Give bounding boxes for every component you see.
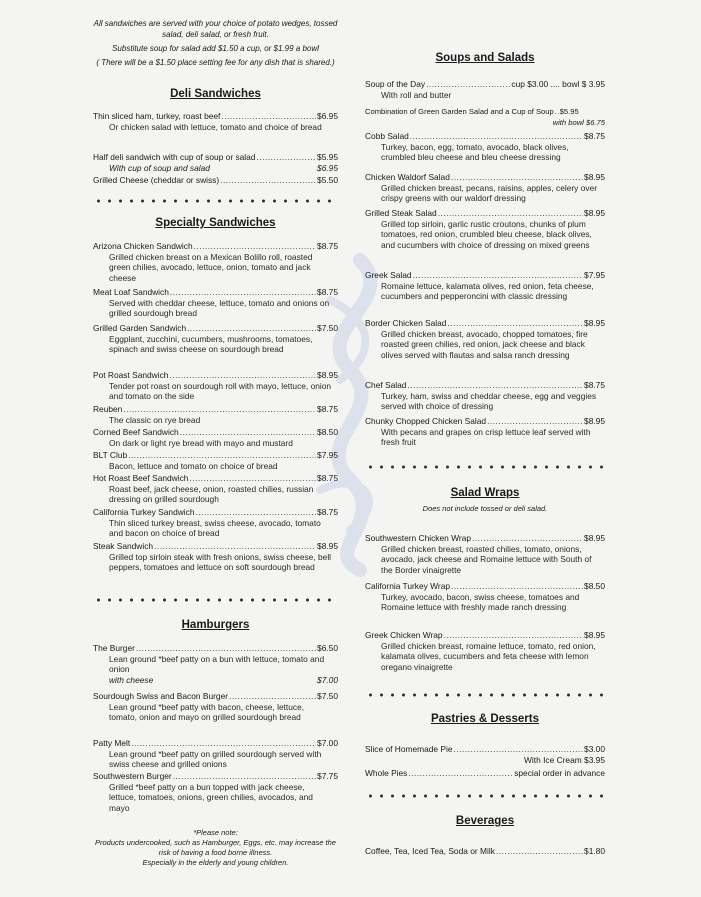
item-price: $8.95	[317, 370, 338, 380]
divider	[365, 693, 605, 697]
item-price: $5.50	[317, 175, 338, 185]
menu-item	[365, 744, 605, 765]
menu-item	[93, 450, 338, 471]
item-sub-label	[365, 755, 524, 766]
item-price: $3.00	[584, 744, 605, 754]
item-name: Southwestern Chicken Wrap	[365, 533, 471, 543]
item-desc: Eggplant, zucchini, cucumbers, mushrooms, tomatoes, spinach and swiss cheese on sourdough bread	[109, 333, 313, 354]
item-price: $1.80	[584, 846, 605, 856]
item-price: $5.95	[559, 107, 579, 116]
item-desc: Grilled chicken breast, romaine lettuce, tomato, red onion, kalamata olives, cucumbers and feta cheese with lemon oregano vinaigrette	[381, 640, 596, 672]
item-price: $8.75	[584, 131, 605, 141]
item-name: Coffee, Tea, Iced Tea, Soda or Milk	[365, 846, 495, 856]
menu-item	[93, 643, 338, 685]
item-price: $8.50	[584, 581, 605, 591]
item-price: $8.95	[584, 318, 605, 328]
item-name: Grilled Garden Sandwich	[93, 323, 187, 333]
item-name: Sourdough Swiss and Bacon Burger	[93, 691, 229, 701]
divider	[365, 465, 605, 469]
food-safety-note	[93, 828, 338, 868]
item-price: $8.95	[584, 172, 605, 182]
item-price: special order in advance	[514, 768, 605, 778]
item-price: $6.95	[317, 111, 338, 121]
item-name: Pot Roast Sandwich	[93, 370, 169, 380]
item-price: $8.95	[584, 630, 605, 640]
menu-item	[365, 630, 605, 672]
item-price: $7.50	[317, 691, 338, 701]
item-desc: With roll and butter	[381, 89, 452, 100]
menu-item	[365, 270, 605, 302]
item-price: cup $3.00 .... bowl $ 3.95	[511, 79, 605, 89]
item-name: Border Chicken Salad	[365, 318, 447, 328]
item-price: $8.50	[317, 427, 338, 437]
item-desc: The classic on rye bread	[109, 414, 201, 425]
menu-item	[365, 380, 605, 412]
menu-item	[93, 323, 338, 355]
item-price: $8.75	[317, 473, 338, 483]
item-sub-label	[365, 118, 553, 129]
item-desc: Romaine lettuce, kalamata olives, red onion, feta cheese, cucumbers and pepperoncini with classic dressing	[381, 280, 594, 301]
item-desc: Served with cheddar cheese, lettuce, tomato and onions on grilled sourdough bread	[109, 297, 330, 318]
item-desc: Grilled chicken breast, roasted chilies, tomato, onions, avocado, jack cheese and Romaine lettuce with South of the Border vinaigrette	[381, 543, 592, 575]
item-name: Hot Roast Beef Sandwich	[93, 473, 189, 483]
item-desc: Thin sliced turkey breast, swiss cheese, avocado, tomato and bacon on choice of bread	[109, 517, 321, 538]
intro-block	[93, 18, 338, 71]
item-name: Thin sliced ham, turkey, roast beef	[93, 111, 221, 121]
item-name: Grilled Cheese (cheddar or swiss)	[93, 175, 220, 185]
item-desc: Grilled top sirloin, garlic rustic croutons, chunks of plum tomatoes, red onion, crumbled bleu cheese, black olives, and cucumbers with choice of dressing on mixed greens	[381, 218, 592, 250]
menu-item	[93, 541, 338, 573]
menu-item	[93, 771, 338, 813]
item-sub-price: $6.95	[317, 162, 338, 173]
menu-item	[365, 131, 605, 163]
divider	[93, 598, 338, 602]
menu-item	[365, 208, 605, 250]
item-desc: Roast beef, jack cheese, onion, roasted chilies, russian dressing on grilled sourdough	[109, 483, 314, 504]
section-title-wraps: Salad Wraps	[450, 487, 520, 499]
intro-line: All sandwiches are served with your choice of potato wedges, tossed salad, deli salad, or fresh fruit.	[93, 19, 338, 39]
section-title-hamburgers: Hamburgers	[181, 619, 250, 631]
item-name: The Burger	[93, 643, 135, 653]
menu-item	[365, 533, 605, 575]
menu-item	[365, 107, 605, 128]
item-desc: Grilled top sirloin steak with fresh onions, swiss cheese, bell peppers, tomatoes and lettuce on soft sourdough bread	[109, 551, 332, 572]
menu-item	[365, 172, 605, 204]
item-desc: Grilled chicken breast, pecans, raisins, apples, celery over crispy greens with our waldorf dressing	[381, 182, 597, 203]
item-price: $8.75	[317, 241, 338, 251]
item-desc: Turkey, avocado, bacon, swiss cheese, tomatoes and Romaine lettuce with freshly made ranch dressing	[381, 591, 580, 612]
item-price: $8.95	[584, 208, 605, 218]
menu-item	[93, 111, 338, 132]
divider	[93, 199, 338, 203]
item-sub-price: $7.00	[317, 674, 338, 685]
item-name: California Turkey Wrap	[365, 581, 451, 591]
item-price: $8.95	[584, 533, 605, 543]
menu-item	[365, 846, 605, 857]
item-name: Patty Melt	[93, 738, 131, 748]
item-name: Greek Chicken Wrap	[365, 630, 443, 640]
menu-item	[365, 416, 605, 448]
intro-line: ( There will be a $1.50 place setting fee for any dish that is shared.)	[96, 58, 335, 67]
menu-item	[365, 581, 605, 613]
divider	[365, 794, 605, 798]
item-name: Meat Loaf Sandwich	[93, 287, 169, 297]
menu-item	[93, 287, 338, 319]
menu-item	[365, 318, 605, 360]
item-name: Greek Salad	[365, 270, 412, 280]
section-title-specialty: Specialty Sandwiches	[155, 217, 276, 229]
item-sub-label: With cup of soup and salad	[109, 162, 210, 173]
menu-item	[93, 427, 338, 448]
item-price: $8.75	[317, 287, 338, 297]
item-name: BLT Club	[93, 450, 128, 460]
note-line: Products undercooked, such as Hamburger, Eggs, etc. may increase the risk of having a food borne illness.	[95, 838, 336, 857]
item-price: $5.95	[317, 152, 338, 162]
item-price: $7.75	[317, 771, 338, 781]
item-desc: With pecans and grapes on crisp lettuce leaf served with fresh fruit	[381, 426, 591, 447]
note-line: *Please note:	[193, 828, 238, 837]
item-desc: Or chicken salad with lettuce, tomato and choice of bread	[109, 121, 322, 132]
item-name: California Turkey Sandwich	[93, 507, 195, 517]
item-price: $8.75	[584, 380, 605, 390]
section-title-deli: Deli Sandwiches	[170, 88, 261, 100]
item-desc: Grilled *beef patty on a bun topped with jack cheese, lettuce, tomatoes, onions, green chilies, avocados, and mayo	[109, 781, 313, 813]
menu-item	[93, 241, 338, 283]
item-price: $7.00	[317, 738, 338, 748]
item-price: $7.50	[317, 323, 338, 333]
item-desc: Lean ground *beef patty with bacon, cheese, lettuce, tomato, onion and mayo on grilled sourdough bread	[109, 701, 305, 722]
item-name: Chef Salad	[365, 380, 407, 390]
section-title-soups: Soups and Salads	[435, 52, 535, 64]
item-name: Soup of the Day	[365, 79, 426, 89]
item-name: Steak Sandwich	[93, 541, 154, 551]
item-desc: Lean ground *beef patty on grilled sourdough served with swiss cheese and grilled onions	[109, 748, 322, 769]
item-name: Slice of Homemade Pie	[365, 744, 453, 754]
item-sub-label: with cheese	[109, 674, 154, 685]
menu-item	[93, 404, 338, 425]
item-sub-price: With Ice Cream $3.95	[524, 754, 605, 765]
item-name: Grilled Steak Salad	[365, 208, 437, 218]
item-name: Cobb Salad	[365, 131, 409, 141]
item-sub-price: with bowl $6.75	[552, 117, 605, 127]
item-name: Reuben	[93, 404, 123, 414]
item-name: Southwestern Burger	[93, 771, 172, 781]
menu-item	[93, 738, 338, 770]
wraps-subnote: Does not include tossed or deli salad.	[422, 504, 548, 513]
item-price: $8.75	[317, 404, 338, 414]
menu-item	[93, 473, 338, 505]
item-name: Half deli sandwich with cup of soup or salad	[93, 152, 256, 162]
item-desc: Grilled chicken breast, avocado, chopped tomatoes, fire roasted green chilies, red onion, jack cheese and black olives served with flautas and salsa ranch dressing	[381, 328, 588, 360]
item-desc: Grilled chicken breast on a Mexican Bolillo roll, roasted green chilies, avocado, lettuce, onion, tomato and jack cheese	[109, 251, 313, 283]
item-desc: Turkey, ham, swiss and cheddar cheese, egg and veggies served with choice of dressing	[381, 390, 597, 411]
intro-line: Substitute soup for salad add $1.50 a cup, or $1.99 a bowl	[112, 44, 319, 53]
item-desc: Bacon, lettuce and tomato on choice of bread	[109, 460, 278, 471]
item-price: $8.95	[317, 541, 338, 551]
item-price: $8.95	[584, 416, 605, 426]
menu-item	[365, 79, 605, 100]
item-name: Corned Beef Sandwich	[93, 427, 179, 437]
section-title-pastries: Pastries & Desserts	[430, 713, 540, 725]
item-desc: Turkey, bacon, egg, tomato, avocado, black olives, crumbled bleu cheese and bleu cheese dressing	[381, 141, 569, 162]
menu-item	[93, 691, 338, 723]
item-desc: On dark or light rye bread with mayo and mustard	[109, 437, 293, 448]
section-title-beverages: Beverages	[455, 815, 515, 827]
menu-item	[93, 152, 338, 173]
item-name: Combination of Green Garden Salad and a Cup of Soup	[365, 107, 554, 116]
menu-item	[93, 370, 338, 402]
menu-item	[93, 175, 338, 186]
item-name: Chunky Chopped Chicken Salad	[365, 416, 487, 426]
item-desc: Tender pot roast on sourdough roll with mayo, lettuce, onion and tomato on the side	[109, 380, 332, 401]
item-price: $6.50	[317, 643, 338, 653]
item-desc: Lean ground *beef patty on a bun with lettuce, tomato and onion	[109, 653, 325, 674]
note-line: Especially in the elderly and young children.	[142, 858, 289, 867]
item-price: $7.95	[317, 450, 338, 460]
item-name: Whole Pies	[365, 768, 408, 778]
menu-item	[365, 768, 605, 779]
menu-item	[93, 507, 338, 539]
item-name: Arizona Chicken Sandwich	[93, 241, 193, 251]
item-price: $8.75	[317, 507, 338, 517]
item-price: $7.95	[584, 270, 605, 280]
item-name: Chicken Waldorf Salad	[365, 172, 450, 182]
